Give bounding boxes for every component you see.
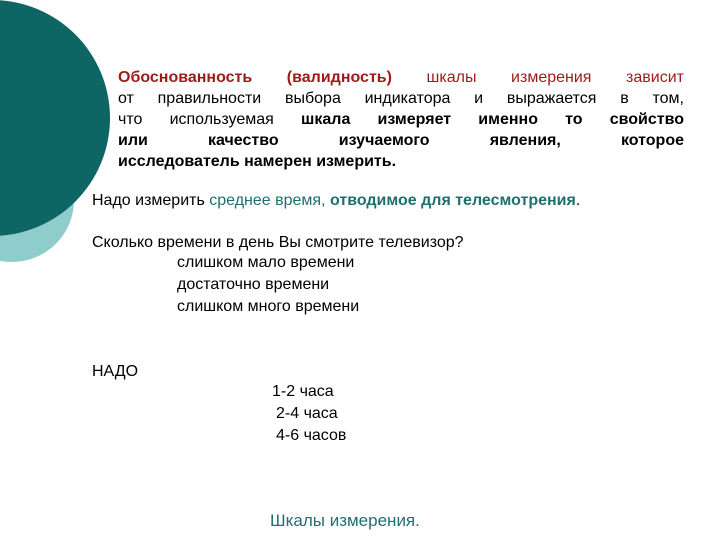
slide-footer-title: Шкалы измерения. [270,511,420,530]
definition-line-1: Обоснованность (валидность) шкалы измерения зависит [118,69,684,86]
good-label: НАДО [92,363,139,380]
bad-option: слишком много времени [177,298,360,315]
definition-line-5: исследователь намерен измерить. [118,153,397,170]
bad-question: Сколько времени в день Вы смотрите телевизор? [92,234,464,251]
task-sentence: Надо измерить среднее время, отводимое для телесмотрения. [92,192,581,209]
good-option: 4-6 часов [276,427,347,444]
good-option: 2-4 часа [276,405,338,422]
good-option: 1-2 часа [272,383,334,400]
decorative-circles [0,0,120,300]
definition-line-4: или качество изучаемого явления, которое [118,132,684,149]
definition-line-2: от правильности выбора индикатора и выражается в том, [118,90,684,107]
definition-paragraph [118,67,684,172]
bad-option: слишком мало времени [177,254,355,271]
definition-line-3: что используемая шкала измеряет именно то свойство [118,111,685,128]
bad-option: достаточно времени [177,276,330,293]
